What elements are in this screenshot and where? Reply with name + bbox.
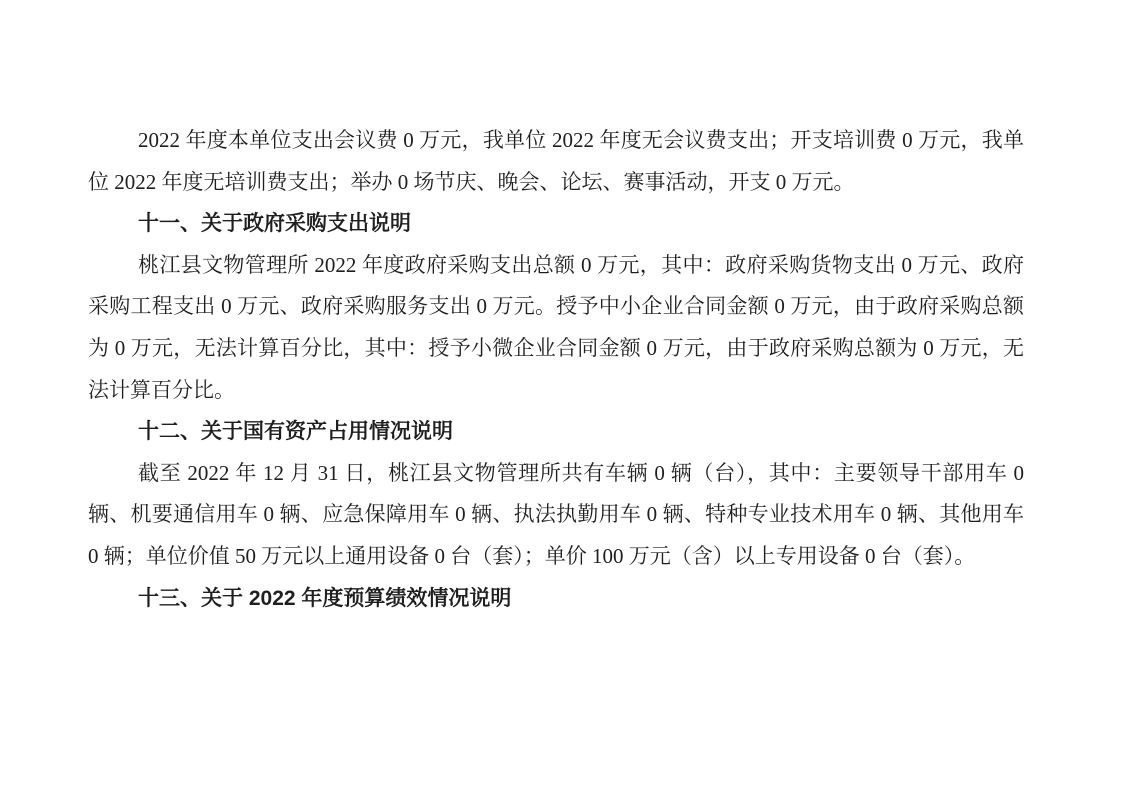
paragraph-government-procurement-details: 桃江县文物管理所 2022 年度政府采购支出总额 0 万元，其中：政府采购货物支出 0 万元、政府采购工程支出 0 万元、政府采购服务支出 0 万元。授予中小企业合同金额 0 万元，由于政府采购总额为 0 万元，无法计算百分比，其中：授予小微企业合同金额 0 万元，由于政府采购总额为 0 万元，无法计算百分比。 [88, 252, 1024, 402]
heading-section-13-budget-performance: 十三、关于 2022 年度预算绩效情况说明 [138, 586, 512, 610]
heading-section-11-government-procurement: 十一、关于政府采购支出说明 [138, 212, 411, 236]
paragraph-meeting-training-expenses: 2022 年度本单位支出会议费 0 万元，我单位 2022 年度无会议费支出；开支培训费 0 万元，我单位 2022 年度无培训费支出；举办 0 场节庆、晚会、论坛、赛事活动，开支 0 万元。 [88, 128, 1024, 194]
paragraph-state-assets-details: 截至 2022 年 12 月 31 日，桃江县文物管理所共有车辆 0 辆（台），其中：主要领导干部用车 0 辆、机要通信用车 0 辆、应急保障用车 0 辆、执法执勤用车 0 辆、特种专业技术用车 0 辆、其他用车 0 辆；单位价值 50 万元以上通用设备 0 台（套）；单价 100 万元（含）以上专用设备 0 台（套）。 [88, 460, 1024, 568]
document-body [88, 120, 1024, 619]
heading-section-12-state-assets: 十二、关于国有资产占用情况说明 [138, 420, 453, 444]
